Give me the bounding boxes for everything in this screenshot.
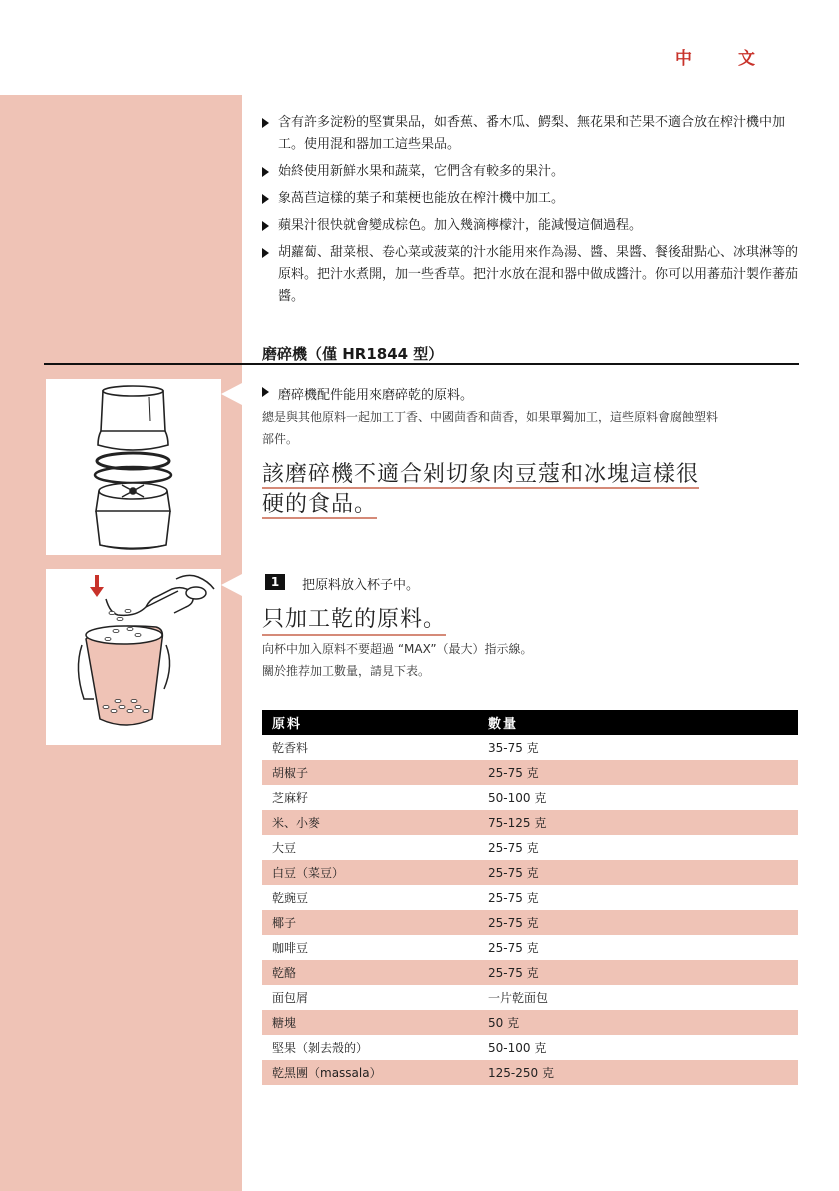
table-row bbox=[262, 735, 798, 760]
table-row bbox=[262, 785, 798, 810]
table-row bbox=[262, 985, 798, 1010]
ingredient-cell: 白豆（菜豆） bbox=[262, 860, 478, 885]
max-line-note: 向杯中加入原料不要超過 “MAX”（最大）指示線。 bbox=[262, 642, 533, 656]
quantity-cell: 25-75 克 bbox=[478, 910, 798, 935]
hard-food-warning bbox=[262, 460, 702, 520]
bullet-triangle-icon bbox=[262, 194, 269, 204]
ingredient-cell: 芝麻籽 bbox=[272, 791, 309, 805]
fill-cup-icon bbox=[46, 569, 221, 745]
ingredient-cell: 乾豌豆 bbox=[272, 891, 309, 905]
table-header-row bbox=[262, 710, 798, 735]
section-title: 磨碎機（僅 HR1844 型） bbox=[262, 345, 444, 363]
tip-item bbox=[262, 215, 802, 237]
ingredient-cell: 乾香料 bbox=[272, 741, 309, 755]
tip-text: 蘋果汁很快就會變成棕色。加入幾滴檸檬汁，能減慢這個過程。 bbox=[278, 218, 643, 233]
tip-item bbox=[262, 112, 802, 156]
table-reference-note: 關於推荐加工數量，請見下表。 bbox=[262, 664, 431, 678]
bullet-triangle-icon bbox=[262, 248, 269, 258]
table-row bbox=[262, 1010, 798, 1035]
step-number-badge: 1 bbox=[265, 574, 285, 590]
quantity-cell: 35-75 克 bbox=[488, 741, 539, 755]
ingredient-cell: 大豆 bbox=[272, 841, 297, 855]
section-divider bbox=[44, 363, 799, 365]
bullet-triangle-icon bbox=[262, 118, 269, 128]
table-row bbox=[262, 760, 798, 785]
warning-paragraph: 總是與其他原料一起加工丁香、中國茴香和茴香，如果單獨加工，這些原料會腐蝕塑料部件。 bbox=[262, 410, 719, 446]
tip-item bbox=[262, 242, 802, 308]
tip-item bbox=[262, 161, 802, 183]
bullet-triangle-icon bbox=[262, 167, 269, 177]
quantity-cell: 25-75 克 bbox=[488, 891, 539, 905]
fill-cup-illustration bbox=[46, 569, 221, 745]
hard-food-warning-text: 該磨碎機不適合剁切象肉豆蔻和冰塊這樣很硬的食品。 bbox=[262, 462, 700, 517]
tip-text: 含有許多淀粉的堅實果品，如香蕉、番木瓜、鰐梨、無花果和芒果不適合放在榨汁機中加工。使用混和器加工這些果品。 bbox=[278, 115, 786, 152]
quantity-cell: 50-100 克 bbox=[488, 1041, 547, 1055]
ingredient-cell: 乾黑團（massala） bbox=[262, 1060, 478, 1085]
table-row bbox=[262, 935, 798, 960]
column-header-ingredient: 原料 bbox=[262, 710, 478, 735]
ingredient-cell: 面包屑 bbox=[272, 991, 309, 1005]
table-row bbox=[262, 810, 798, 835]
grinder-illustration bbox=[46, 379, 221, 555]
ingredient-cell: 胡椒子 bbox=[262, 760, 478, 785]
quantity-cell: 25-75 克 bbox=[478, 760, 798, 785]
tip-text: 始終使用新鮮水果和蔬菜，它們含有較多的果汁。 bbox=[278, 164, 565, 179]
grinder-note bbox=[262, 384, 473, 403]
quantity-cell: 25-75 克 bbox=[478, 960, 798, 985]
quantity-cell: 25-75 克 bbox=[488, 841, 539, 855]
column-header-quantity: 數量 bbox=[478, 710, 798, 735]
fill-instructions bbox=[262, 638, 722, 682]
language-label-char-1: 中 bbox=[675, 49, 692, 69]
grinder-parts-icon bbox=[46, 379, 221, 555]
table-row bbox=[262, 835, 798, 860]
grinder-note-text: 磨碎機配件能用來磨碎乾的原料。 bbox=[278, 388, 474, 403]
quantity-cell: 50 克 bbox=[478, 1010, 798, 1035]
dry-ingredients-note: 只加工乾的原料。 bbox=[262, 606, 446, 636]
quantity-cell: 25-75 克 bbox=[478, 860, 798, 885]
bullet-triangle-icon bbox=[262, 387, 269, 397]
illustration-pointer bbox=[221, 383, 242, 405]
quantity-cell: 25-75 克 bbox=[488, 941, 539, 955]
quantity-cell: 一片乾面包 bbox=[488, 991, 549, 1005]
language-label-char-2: 文 bbox=[738, 49, 755, 69]
ingredient-cell: 咖啡豆 bbox=[272, 941, 309, 955]
quantity-cell: 50-100 克 bbox=[488, 791, 547, 805]
quantity-cell: 75-125 克 bbox=[478, 810, 798, 835]
ingredient-cell: 米、小麥 bbox=[262, 810, 478, 835]
ingredient-cell: 糖塊 bbox=[262, 1010, 478, 1035]
tip-text: 胡蘿蔔、甜菜根、卷心菜或菠菜的汁水能用來作為湯、醬、果醬、餐後甜點心、冰琪淋等的原料。把汁水煮開，加一些香草。把汁水放在混和器中做成醬汁。你可以用蕃茄汁製作蕃茄醬。 bbox=[278, 245, 799, 304]
bullet-triangle-icon bbox=[262, 221, 269, 231]
quantity-cell: 125-250 克 bbox=[478, 1060, 798, 1085]
table-row bbox=[262, 910, 798, 935]
illustration-pointer bbox=[221, 574, 242, 596]
table-row bbox=[262, 860, 798, 885]
ingredient-cell: 椰子 bbox=[262, 910, 478, 935]
tip-item bbox=[262, 188, 802, 210]
tip-text: 象萵苣這樣的葉子和葉梗也能放在榨汁機中加工。 bbox=[278, 191, 565, 206]
quantity-table bbox=[262, 710, 798, 1085]
table-row bbox=[262, 960, 798, 985]
table-row bbox=[262, 1035, 798, 1060]
ingredient-cell: 乾酪 bbox=[262, 960, 478, 985]
table-row bbox=[262, 885, 798, 910]
tips-list bbox=[262, 112, 802, 313]
step-instruction: 把原料放入杯子中。 bbox=[302, 578, 420, 593]
table-row bbox=[262, 1060, 798, 1085]
ingredient-cell: 堅果（剝去殼的） bbox=[272, 1041, 369, 1055]
